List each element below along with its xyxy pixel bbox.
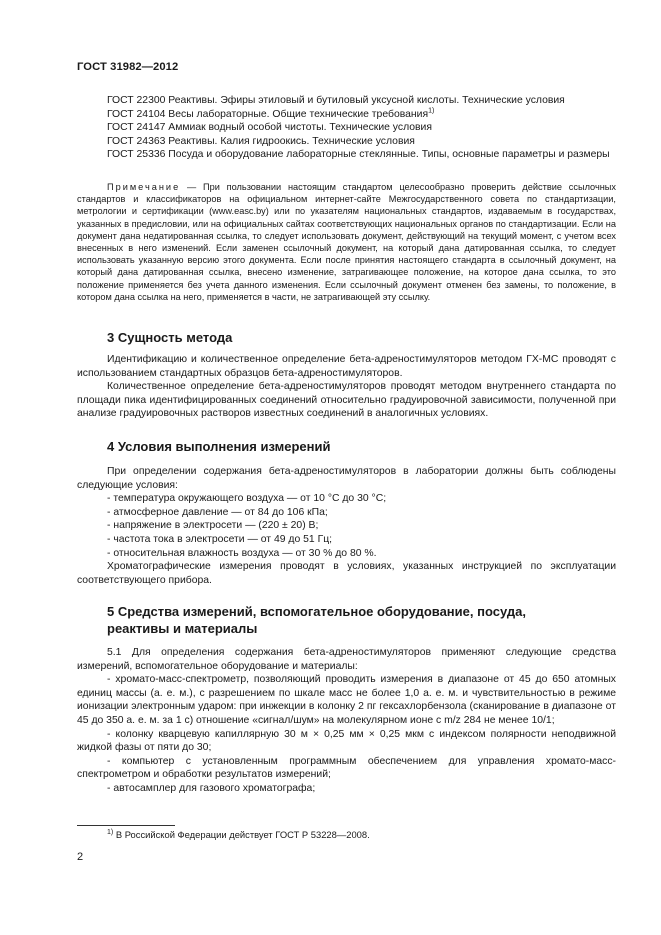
paragraph: 5.1 Для определения содержания бета-адреностимуляторов применяют следующие средства измерений, вспомогательное оборудование и материалы: — [77, 647, 616, 672]
page-number: 2 — [77, 851, 84, 863]
section-4-heading: 4 Условия выполнения измерений — [107, 439, 331, 454]
reference-item: ГОСТ 22300 Реактивы. Эфиры этиловый и бутиловый уксусной кислоты. Технические условия — [107, 95, 565, 106]
reference-item: ГОСТ 24104 Весы лабораторные. Общие технические требования$^{1)}$ — [107, 107, 435, 120]
list-item: - хромато-масс-спектрометр, позволяющий проводить измерения в диапазоне от 45 до 650 атомных единиц массы (а. е. м.), с разрешением по шкале масс не более 1,0 а. е. м. и чувствительностью в режиме ионизации электронным ударом: при инжекции в колонку 2 пг гексахлорбензола (сканирование в диапазоне от 45 до 350 а. е. м. за 1 с) отношение «сигнал/шум» на молекулярном ионе с m/z 284 не менее 10/1; — [77, 674, 616, 726]
equipment-list — [77, 673, 616, 795]
note-label: Примечание — [107, 182, 181, 192]
page-header-doc-id: ГОСТ 31982—2012 — [77, 61, 179, 73]
list-item: - колонку кварцевую капиллярную 30 м × 0,25 мм × 0,25 мкм с индексом полярности неподвижной жидкой фазы от пяти до 30; — [77, 728, 616, 754]
paragraph: Хроматографические измерения проводят в условиях, указанных инструкцией по эксплуатации соответствующего прибора. — [77, 561, 616, 586]
section-3-heading: 3 Сущность метода — [107, 330, 233, 345]
footnote-separator — [77, 825, 175, 826]
section-4-body — [77, 465, 616, 587]
note-text: Примечание — При пользовании настоящим стандартом целесообразно проверить действие ссылочных стандартов и классификаторов на официальном интернет-сайте Межгосударственного совета по стандартизации, метрологии и сертификации (www.easc.by) или по указателям национальных стандартов, издаваемым в государствах, указанных в предисловии, или на официальных сайтах соответствующих национальных органов по стандартизации. Если на документ дана недатированная ссылка, то следует использовать документ, действующий на текущий момент, с учетом всех внесенных в него изменений. Если заменен ссылочный документ, на который дана датированная ссылка, то следует использовать указанную версию этого документа. Если после принятия настоящего стандарта в ссылочный документ, на который дана датированная ссылка, внесено изменение, затрагивающее положение, на которое дана ссылка, то это положение применяется без учета данного изменения. Если ссылочный документ отменен без замены, то положение, в котором дана ссылка на него, применяется в части, не затрагивающей эту ссылку. — [77, 182, 616, 302]
note-block — [77, 181, 616, 303]
reference-item: ГОСТ 24363 Реактивы. Калия гидроокись. Технические условия — [107, 135, 415, 147]
references-list — [77, 94, 616, 162]
reference-item: ГОСТ 24147 Аммиак водный особой чистоты. Технические условия — [107, 122, 432, 134]
footnote-mark: 1) — [428, 107, 435, 115]
paragraph: При определении содержания бета-адреностимуляторов в лаборатории должны быть соблюдены следующие условия: — [77, 466, 616, 491]
conditions-list — [77, 492, 616, 560]
list-item: - напряжение в электросети — (220 ± 20) В; — [107, 520, 319, 532]
section-5-body — [77, 646, 616, 796]
list-item: - автосамплер для газового хроматографа; — [107, 782, 316, 794]
list-item: - температура окружающего воздуха — от 10 °С до 30 °С; — [107, 493, 387, 505]
list-item: - компьютер с установленным программным обеспечением для управления хромато-масс-спектрометром и обработки результатов измерений; — [77, 755, 616, 781]
footnote: $^{1)}$ В Российской Федерации действует ГОСТ Р 53228—2008. — [107, 828, 370, 840]
section-5-heading: 5 Средства измерений, вспомогательное оборудование, посуда, реактивы и материалы — [107, 604, 526, 636]
reference-item: ГОСТ 25336 Посуда и оборудование лабораторные стеклянные. Типы, основные параметры и размеры — [107, 149, 610, 161]
section-3-body — [77, 353, 616, 421]
list-item: - атмосферное давление — от 84 до 106 кПа; — [107, 506, 328, 518]
list-item: - частота тока в электросети — от 49 до 51 Гц; — [107, 533, 333, 545]
paragraph: Количественное определение бета-адреностимуляторов проводят методом внутреннего стандарта по площади пика идентифицированных соединений относительно градуировочной зависимости, полученной при анализе градуировочных растворов известных соединений в аналогичных условиях. — [77, 381, 616, 420]
list-item: - относительная влажность воздуха — от 30 % до 80 %. — [107, 547, 377, 559]
paragraph: Идентификацию и количественное определение бета-адреностимуляторов методом ГХ-МС проводят с использованием стандартных образцов бета-адреностимуляторов. — [77, 354, 616, 379]
